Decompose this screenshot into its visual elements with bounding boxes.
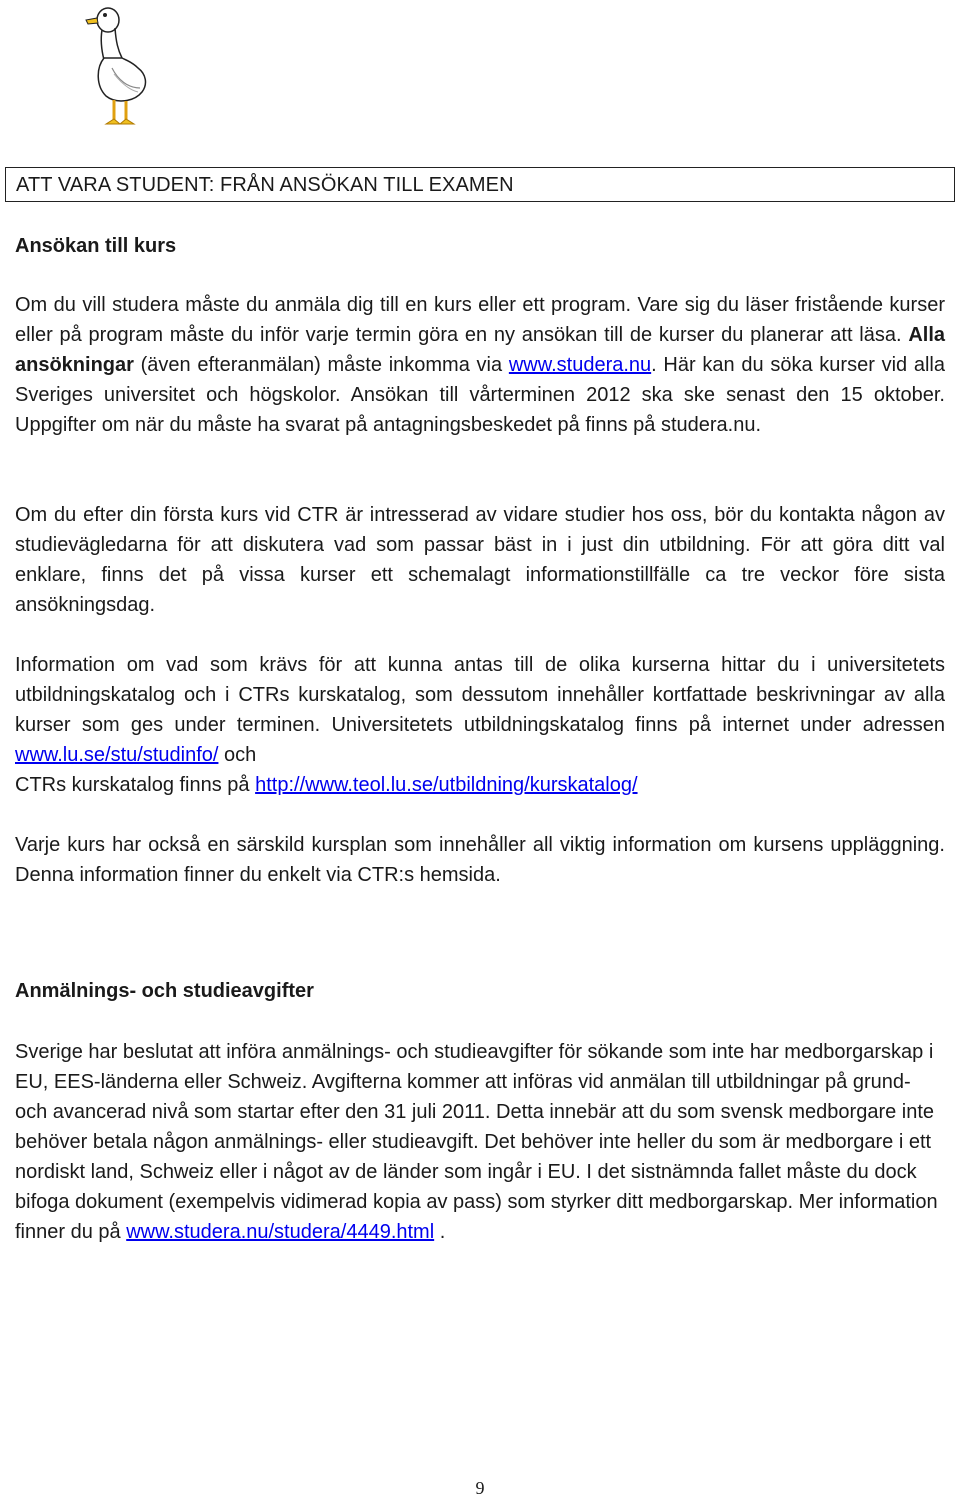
text: CTRs kurskatalog finns på xyxy=(15,774,256,796)
text: och xyxy=(218,744,257,766)
paragraph-ansokan-3 xyxy=(15,650,945,770)
text: . Här kan du söka kurser vid alla Sveriges universitet och högskolor. Ansökan till vårterminen 2012 ska ske senast den 15 oktober. Uppgifter om när du måste ha svarat på antagningsbeskedet på finns på studera.nu. xyxy=(15,354,946,436)
title-box xyxy=(5,167,955,202)
page-number: 9 xyxy=(475,1478,485,1498)
text: . xyxy=(434,1221,446,1243)
text: (även efteranmälan) måste inkomma via xyxy=(133,354,509,376)
page-title: ATT VARA STUDENT: FRÅN ANSÖKAN TILL EXAMEN xyxy=(16,174,514,196)
paragraph-ansokan-4: Varje kurs har också en särskild kursplan som innehåller all viktig information om kursens uppläggning. Denna information finner du enkelt via CTR:s hemsida. xyxy=(15,834,945,886)
link-studera-nu[interactable]: www.studera.nu xyxy=(508,354,652,376)
paragraph-ansokan-1 xyxy=(15,290,945,440)
link-lu-studinfo[interactable]: www.lu.se/stu/studinfo/ xyxy=(15,744,219,766)
duck-logo-icon xyxy=(78,2,158,132)
text: Sverige har beslutat att införa anmälnings- och studieavgifter för sökande som inte har medborgarskap i EU, EES-länderna eller Schweiz. Avgifterna kommer att införas vid anmälan till utbildningar på grund- och avancerad nivå som startar efter den 31 juli 2011. Detta innebär att du som svensk medborgare inte behöver betala någon anmälnings- eller studieavgift. Det behöver inte heller du som är medborgare i ett nordiskt land, Schweiz eller i något av de länder som ingår i EU. I det sistnämnda fallet måste du dock bifoga dokument (exempelvis vidimerad kopia av pass) som styrker ditt medborgarskap. Mer information finner du på xyxy=(15,1041,938,1243)
text: Om du vill studera måste du anmäla dig till en kurs eller ett program. Vare sig du läser fristående kurser eller på program måste du inför varje termin göra en ny ansökan till de kurser du planerar att läsa. xyxy=(15,294,945,346)
text: Information om vad som krävs för att kunna antas till de olika kurserna hittar du i universitetets utbildningskatalog och i CTRs kurskatalog, som dessutom innehåller kortfattade beskrivningar av alla kurser som ges under terminen. Universitetets utbildningskatalog finns på internet under adressen xyxy=(15,654,945,736)
link-teol-kurskatalog[interactable]: http://www.teol.lu.se/utbildning/kurskatalog/ xyxy=(255,774,638,796)
section-heading-avgifter: Anmälnings- och studieavgifter xyxy=(15,980,314,1002)
link-studera-4449[interactable]: www.studera.nu/studera/4449.html xyxy=(126,1221,435,1243)
section-heading-ansokan: Ansökan till kurs xyxy=(15,235,177,257)
bold-text: Alla ansökningar xyxy=(15,324,945,376)
paragraph-avgifter-1 xyxy=(15,1037,940,1247)
paragraph-ansokan-3-line xyxy=(15,770,945,800)
paragraph-ansokan-2: Om du efter din första kurs vid CTR är intresserad av vidare studier hos oss, bör du kontakta någon av studievägledarna för att diskutera vad som passar bäst in i just din utbildning. För att göra ditt val enklare, finns det på vissa kurser ett schemalagt informationstillfälle ca tre veckor före sista ansökningsdag. xyxy=(15,504,945,616)
